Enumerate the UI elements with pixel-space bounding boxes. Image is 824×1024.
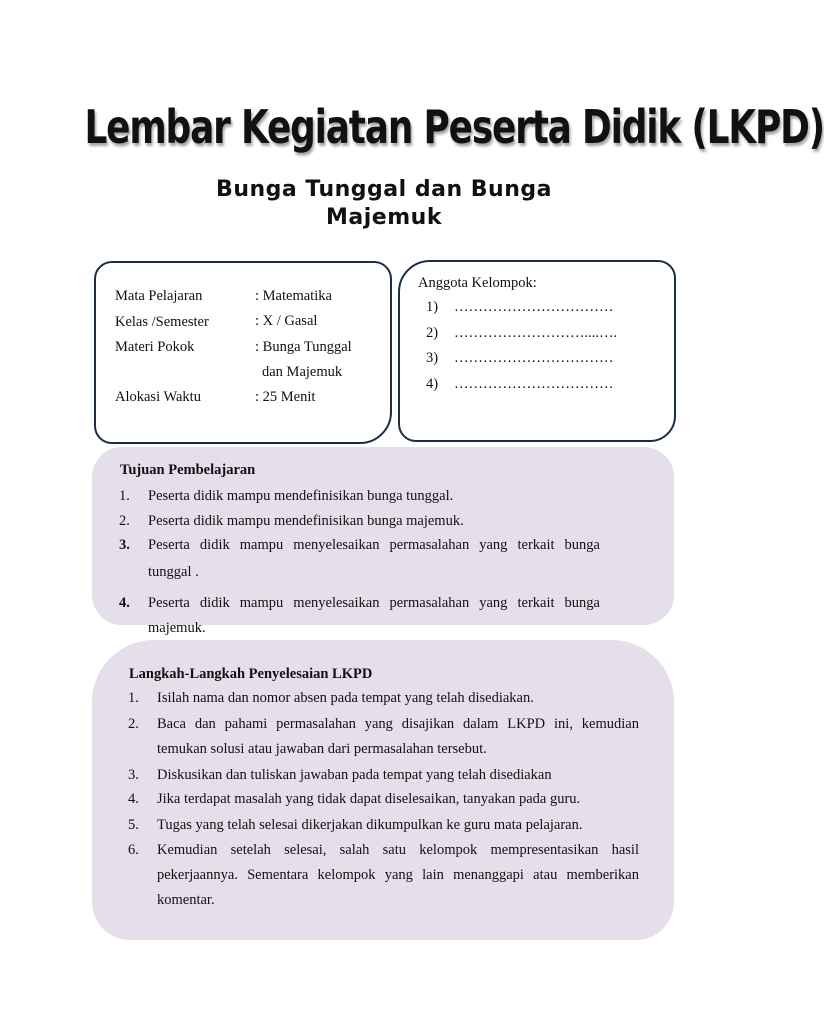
step-number: 4.	[128, 791, 139, 807]
step-text: Jika terdapat masalah yang tidak dapat diselesaikan, tanyakan pada guru.	[157, 791, 581, 807]
step-text-continued: pekerjaannya. Sementara kelompok yang lain menanggapi atau memberikan	[157, 867, 639, 883]
step-text: Kemudian setelah selesai, salah satu kelompok mempresentasikan hasil	[157, 842, 639, 858]
lkpd-steps-panel	[92, 640, 674, 940]
goal-text-continued: majemuk.	[148, 620, 206, 636]
goal-text-continued: tunggal .	[148, 564, 199, 580]
topic-value: : Bunga Tunggal	[255, 339, 352, 355]
steps-heading: Langkah-Langkah Penyelesaian LKPD	[129, 666, 373, 682]
time-value: : 25 Menit	[255, 389, 316, 405]
group-title: Anggota Kelompok:	[418, 275, 537, 291]
member-line	[426, 350, 614, 367]
step-number: 3.	[128, 767, 139, 783]
step-number: 1.	[128, 690, 139, 706]
goal-text: Peserta didik mampu mendefinisikan bunga majemuk.	[148, 513, 464, 529]
goal-number: 4.	[119, 595, 130, 611]
member-blank: ……………………………	[454, 376, 614, 392]
class-label: Kelas /Semester	[115, 314, 209, 330]
subject-value: : Matematika	[255, 288, 332, 304]
member-number: 4)	[426, 376, 439, 392]
worksheet-subtitle	[184, 176, 584, 232]
step-number: 5.	[128, 817, 139, 833]
member-number: 1)	[426, 299, 439, 315]
member-blank: ……………………………	[454, 350, 614, 366]
goal-number: 1.	[119, 488, 130, 504]
learning-goals-panel	[92, 447, 674, 636]
step-number: 2.	[128, 716, 139, 732]
member-blank: ………………………....….	[454, 325, 618, 341]
step-text: Isilah nama dan nomor absen pada tempat yang telah disediakan.	[157, 690, 534, 706]
goal-number: 3.	[119, 537, 130, 553]
member-blank: ……………………………	[454, 299, 614, 315]
topic-value-continued: dan Majemuk	[262, 364, 343, 380]
goal-text: Peserta didik mampu mendefinisikan bunga tunggal.	[148, 488, 454, 504]
step-number: 6.	[128, 842, 139, 858]
member-number: 2)	[426, 325, 439, 341]
member-line	[426, 299, 614, 316]
goal-text: Peserta didik mampu menyelesaikan permasalahan yang terkait bunga	[148, 595, 600, 611]
worksheet-title: Lembar Kegiatan Peserta Didik (LKPD)	[84, 100, 824, 154]
subject-label: Mata Pelajaran	[115, 288, 203, 304]
goal-text: Peserta didik mampu menyelesaikan permasalahan yang terkait bunga	[148, 537, 600, 553]
step-text: Tugas yang telah selesai dikerjakan dikumpulkan ke guru mata pelajaran.	[157, 817, 583, 833]
member-number: 3)	[426, 350, 439, 366]
step-text-continued: temukan solusi atau jawaban dari permasalahan tersebut.	[157, 741, 487, 757]
subtitle-line-1: Bunga Tunggal dan Bunga	[216, 177, 552, 202]
step-text: Diskusikan dan tuliskan jawaban pada tempat yang telah disediakan	[157, 767, 552, 783]
member-line	[426, 376, 614, 393]
class-value: : X / Gasal	[255, 313, 318, 329]
subtitle-line-2: Majemuk	[326, 205, 442, 230]
goals-heading: Tujuan Pembelajaran	[120, 462, 256, 478]
time-label: Alokasi Waktu	[115, 389, 201, 405]
member-line	[426, 325, 617, 342]
goal-number: 2.	[119, 513, 130, 529]
step-text: Baca dan pahami permasalahan yang disajikan dalam LKPD ini, kemudian	[157, 716, 639, 732]
topic-label: Materi Pokok	[115, 339, 195, 355]
step-text-continued: komentar.	[157, 892, 215, 908]
